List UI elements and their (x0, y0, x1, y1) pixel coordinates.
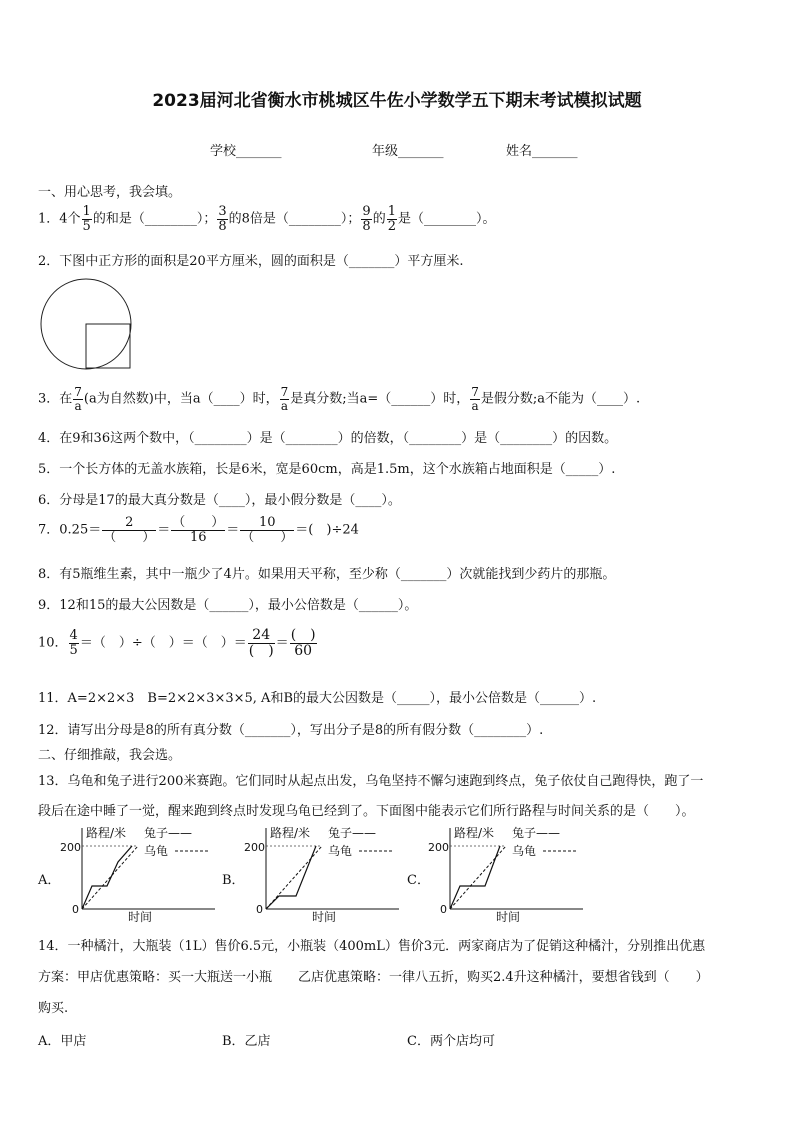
graph-c (428, 824, 588, 924)
y-tick-200: 200 (428, 841, 449, 854)
grade-field: 年级_______ (372, 144, 444, 159)
school-field: 学校_______ (210, 144, 282, 159)
legend-rabbit: 兔子—— (144, 826, 193, 840)
x-axis-label: 时间 (496, 910, 521, 924)
legend-rabbit: 兔子—— (328, 826, 377, 840)
y-axis-label: 路程/米 (86, 826, 127, 840)
option-c-label: C． (407, 873, 430, 888)
rabbit-line (82, 846, 132, 909)
y-axis-label: 路程/米 (454, 826, 495, 840)
turtle-line (82, 846, 138, 909)
legend-turtle: 乌龟 (144, 844, 169, 858)
turtle-line (450, 846, 506, 909)
question-11: 11．A=2×2×3 B=2×2×3×3×5, A和B的最大公因数是（_____），最小公倍数是（______）. (38, 691, 597, 706)
option-14-c: C．两个店均可 (407, 1034, 495, 1049)
origin-label: 0 (440, 903, 447, 916)
question-13-line2: 段后在途中睡了一觉，醒来跑到终点时发现乌龟已经到了。下面图中能表示它们所行路程与时间关系的是（ ）。 (38, 804, 695, 819)
turtle-line (266, 846, 322, 909)
y-axis-label: 路程/米 (270, 826, 311, 840)
option-14-a: A．甲店 (38, 1034, 87, 1049)
legend-turtle: 乌龟 (328, 844, 353, 858)
circle-square-figure (38, 277, 138, 373)
question-14-line3: 购买. (38, 1001, 69, 1016)
x-axis-label: 时间 (128, 910, 153, 924)
section-2-heading: 二、仔细推敲，我会选。 (38, 748, 182, 763)
question-14-line1: 14．一种橘汁，大瓶装（1L）售价6.5元，小瓶装（400mL）售价3元．两家商店为了促销这种橘汁，分别推出优惠 (38, 939, 706, 954)
legend-turtle: 乌龟 (512, 844, 537, 858)
graph-a (60, 824, 220, 924)
origin-label: 0 (256, 903, 263, 916)
question-9: 9．12和15的最大公因数是（______），最小公倍数是（______）。 (38, 598, 418, 613)
question-10: 10． $\frac{4}{5}$ ＝（ ）÷（ ）＝（ ）＝ $\frac{24}{( )}$ ＝ $\frac{( )}{60}$ (38, 627, 316, 659)
option-14-b: B．乙店 (222, 1034, 271, 1049)
question-8: 8．有5瓶维生素，其中一瓶少了4片。如果用天平称，至少称（_______）次就能找到少药片的那瓶。 (38, 567, 616, 582)
legend-rabbit: 兔子—— (512, 826, 561, 840)
question-12: 12．请写出分母是8的所有真分数（_______），写出分子是8的所有假分数（________）. (38, 723, 544, 738)
option-a-label: A． (38, 873, 61, 888)
question-13-line1: 13．乌龟和兔子进行200米赛跑。它们同时从起点出发，乌龟坚持不懈匀速跑到终点，兔子依仗自己跑得快，跑了一 (38, 774, 704, 789)
option-b-label: B． (222, 873, 245, 888)
rabbit-line (450, 846, 500, 909)
graph-b (244, 824, 404, 924)
question-2: 2．下图中正方形的面积是20平方厘米，圆的面积是（_______）平方厘米. (38, 254, 464, 269)
question-14-line2: 方案：甲店优惠策略：买一大瓶送一小瓶 乙店优惠策略：一律八五折，购买2.4升这种橘汁，要想省钱到（ ） (38, 970, 709, 985)
name-field: 姓名_______ (506, 144, 578, 159)
question-3: 3．在 $\frac{7}{a}$ (a为自然数)中，当a（____）时， $\frac{7}{a}$ 是真分数;当a=（______）时， $\frac{7}{a}$ 是假分数;a不能为（____）. (38, 385, 641, 413)
x-axis-label: 时间 (312, 910, 337, 924)
origin-label: 0 (72, 903, 79, 916)
question-7: 7．0.25＝ $\frac{2}{( )}$ ＝ $\frac{( )}{16}$ ＝ $\frac{10}{( )}$ ＝( )÷24 (38, 515, 359, 545)
question-4: 4．在9和36这两个数中，（________）是（________）的倍数，（________）是（________）的因数。 (38, 431, 618, 446)
y-tick-200: 200 (60, 841, 81, 854)
y-tick-200: 200 (244, 841, 265, 854)
question-1: 1．4个 $\frac{1}{5}$ 的和是（________）； $\frac{3}{8}$ 的8倍是（________）； $\frac{9}{8}$ 的 $\frac{1}{2}$ 是（________）。 (38, 204, 496, 234)
rabbit-line (266, 846, 316, 909)
page-title: 2023届河北省衡水市桃城区牛佐小学数学五下期末考试模拟试题 (152, 91, 642, 111)
section-1-heading: 一、用心思考，我会填。 (38, 185, 182, 200)
question-6: 6．分母是17的最大真分数是（____），最小假分数是（____）。 (38, 493, 401, 508)
question-5: 5．一个长方体的无盖水族箱，长是6米，宽是60cm，高是1.5m，这个水族箱占地面积是（_____）. (38, 462, 616, 477)
